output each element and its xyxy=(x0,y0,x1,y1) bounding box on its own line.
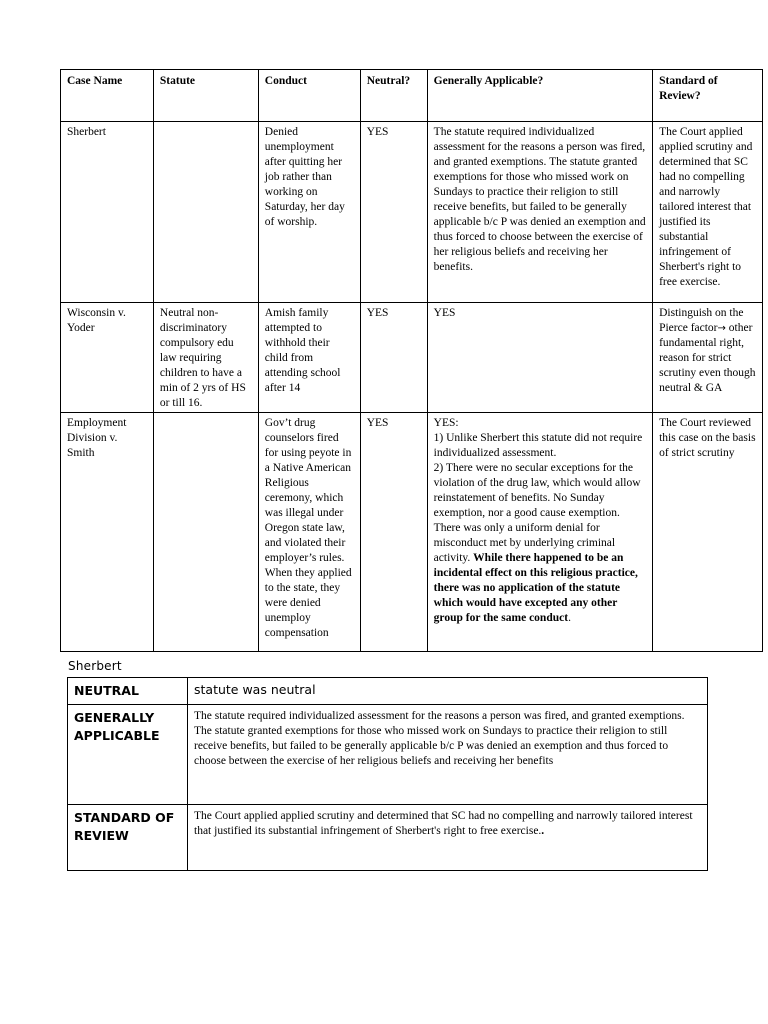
summary-row-standard-of-review xyxy=(68,805,708,871)
cell-case-name: Employment Division v. Smith xyxy=(61,413,154,652)
sherbert-summary-table xyxy=(67,677,708,871)
cell-conduct: Amish family attempted to withhold their child from attending school after 14 xyxy=(258,303,360,413)
table-row xyxy=(61,122,763,303)
generally-applicable-label: GENERALLY APPLICABLE xyxy=(68,705,188,805)
summary-row-neutral xyxy=(68,678,708,705)
standard-of-review-label: STANDARD OF REVIEW xyxy=(68,805,188,871)
cell-conduct: Denied unemployment after quitting her job rather than working on Saturday, her day of worship. xyxy=(258,122,360,303)
cell-generally-applicable: YES xyxy=(427,303,652,413)
cell-neutral: YES xyxy=(360,413,427,652)
standard-text-a: Distinguish on the Pierce factor xyxy=(659,307,744,334)
cell-neutral: YES xyxy=(360,122,427,303)
cell-standard-of-review: The Court reviewed this case on the basis of strict scrutiny xyxy=(653,413,763,652)
cell-generally-applicable: The statute required individualized assessment for the reasons a person was fired, and granted exemptions. The statute granted exemptions for those who missed work on Sundays to practice their religion to still receive benefits, but failed to be generally applicable b/c P was denied an exemption and thus forced to choose between the exercise of her religious beliefs and receiving her benefits. xyxy=(427,122,652,303)
cell-conduct: Gov’t drug counselors fired for using peyote in a Native American Religious ceremony, which was illegal under Oregon state law, and violated their employer’s rules. When they applied to the state, they were denied unemploy compensation xyxy=(258,413,360,652)
header-standard-of-review: Standard of Review? xyxy=(653,70,763,122)
cell-statute xyxy=(153,122,258,303)
neutral-value: statute was neutral xyxy=(188,678,708,705)
standard-text-b: other fundamental right, reason for strict scrutiny even though neutral & GA xyxy=(659,322,756,394)
right-arrow-icon: → xyxy=(717,323,726,334)
cell-case-name: Sherbert xyxy=(61,122,154,303)
table-header-row xyxy=(61,70,763,122)
standard-of-review-value xyxy=(188,805,708,871)
summary-row-generally-applicable xyxy=(68,705,708,805)
ga-yes: YES: xyxy=(433,417,459,429)
case-comparison-table xyxy=(60,69,763,652)
table-row xyxy=(61,413,763,652)
cell-neutral: YES xyxy=(360,303,427,413)
cell-statute xyxy=(153,413,258,652)
table-row xyxy=(61,303,763,413)
cell-standard-of-review: The Court applied applied scrutiny and determined that SC had no compelling and narrowly tailored interest that justified its substantial infringement of Sherbert's right to free exercise. xyxy=(653,122,763,303)
section-title: Sherbert xyxy=(68,659,122,673)
standard-of-review-text: The Court applied applied scrutiny and determined that SC had no compelling and narrowly tailored interest that justified its substantial infringement of Sherbert's right to free exercise. xyxy=(194,810,693,837)
ga-point-2 xyxy=(434,461,646,626)
header-case-name: Case Name xyxy=(61,70,154,122)
header-generally-applicable: Generally Applicable? xyxy=(427,70,652,122)
cell-case-name: Wisconsin v. Yoder xyxy=(61,303,154,413)
header-statute: Statute xyxy=(153,70,258,122)
header-conduct: Conduct xyxy=(258,70,360,122)
standard-of-review-tail: . xyxy=(541,825,545,837)
ga-point-1: 1) Unlike Sherbert this statute did not require individualized assessment. xyxy=(433,432,643,459)
cell-generally-applicable xyxy=(427,413,652,652)
ga-bold-text: While there happened to be an incidental effect on this religious practice, there was no application of the statute which would have excepted any other group for the same conduct xyxy=(433,552,638,624)
header-neutral: Neutral? xyxy=(360,70,427,122)
neutral-label: NEUTRAL xyxy=(68,678,188,705)
cell-standard-of-review xyxy=(653,303,763,413)
ga-end: . xyxy=(568,612,571,624)
ga-point-2-text: 2) There were no secular exceptions for the violation of the drug law, which would allow reinstatement of benefits. No Sunday exemption, nor a good cause exemption. There was only a uniform denial for misconduct met by underlying criminal activity. xyxy=(433,462,641,564)
cell-statute: Neutral non-discriminatory compulsory edu law requiring children to have a min of 2 yrs of HS or till 16. xyxy=(153,303,258,413)
generally-applicable-value: The statute required individualized assessment for the reasons a person was fired, and granted exemptions. The statute granted exemptions for those who missed work on Sundays to practice their religion to still receive benefits, but failed to be generally applicable b/c P was denied an exemption and thus forced to choose between the exercise of her religious beliefs and receiving her benefits xyxy=(188,705,708,805)
